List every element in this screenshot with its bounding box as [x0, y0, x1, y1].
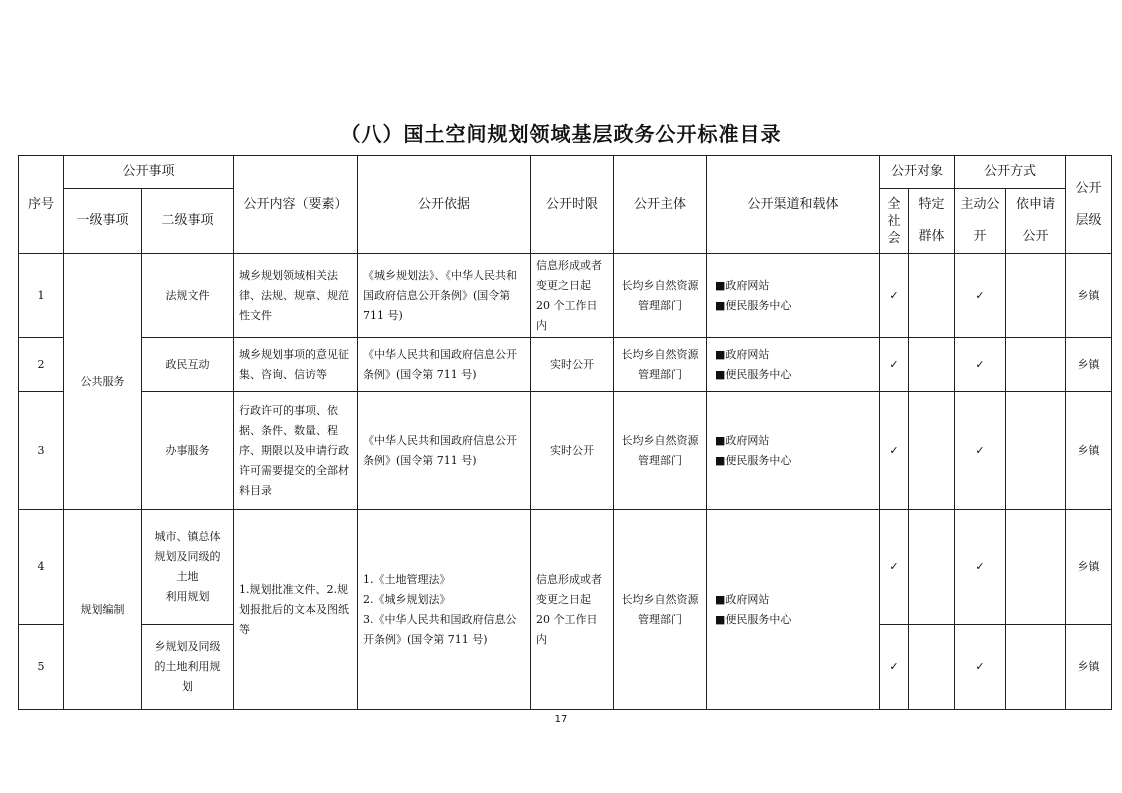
planning-basis — [358, 510, 531, 710]
check-mark-icon: ✓ — [880, 338, 909, 392]
empty-cell — [909, 254, 955, 338]
check-mark-icon: ✓ — [955, 510, 1006, 625]
row-basis: 《城乡规划法》、《中华人民共和国政府信息公开条例》(国令第 711 号) — [358, 254, 531, 338]
header-target-all: 全社会 — [880, 189, 909, 254]
level2-line: 规划及同级的 — [154, 550, 221, 563]
table-row — [19, 254, 1112, 338]
empty-cell — [909, 625, 955, 710]
basis-line: 3.《中华人民共和国政府信息公开条例》(国令第 711 号) — [363, 612, 517, 646]
header-target-specific: 特定群体 — [909, 189, 955, 254]
header-subject: 公开主体 — [614, 156, 707, 254]
check-mark-icon: ✓ — [955, 392, 1006, 510]
level2-line: 划 — [182, 680, 193, 693]
header-items: 公开事项 — [64, 156, 234, 189]
level2-line: 城市、镇总体 — [154, 530, 221, 543]
header-method-request: 依申请公开 — [1006, 189, 1066, 254]
empty-cell — [909, 338, 955, 392]
header-level: 公开层级 — [1066, 156, 1112, 254]
check-mark-icon: ✓ — [880, 392, 909, 510]
table-row — [19, 510, 1112, 625]
page-title: （八）国土空间规划领域基层政务公开标准目录 — [340, 122, 782, 146]
channel-item: ■便民服务中心 — [715, 453, 792, 467]
header-method-active: 主动公开 — [955, 189, 1006, 254]
row-level: 乡镇 — [1066, 338, 1112, 392]
header-time-limit: 公开时限 — [531, 156, 614, 254]
group-public-service: 公共服务 — [64, 254, 142, 510]
channel-item: ■便民服务中心 — [715, 367, 792, 381]
row-channel — [707, 254, 880, 338]
row-level: 乡镇 — [1066, 392, 1112, 510]
row-subject: 长均乡自然资源管理部门 — [614, 254, 707, 338]
check-mark-icon: ✓ — [955, 254, 1006, 338]
header-level1: 一级事项 — [64, 189, 142, 254]
check-mark-icon: ✓ — [880, 254, 909, 338]
row-time-limit: 实时公开 — [531, 338, 614, 392]
planning-time-limit: 信息形成或者变更之日起 20 个工作日内 — [531, 510, 614, 710]
check-mark-icon: ✓ — [880, 510, 909, 625]
empty-cell — [1006, 625, 1066, 710]
row-basis: 《中华人民共和国政府信息公开条例》(国令第 711 号) — [358, 392, 531, 510]
empty-cell — [1006, 510, 1066, 625]
row-level2: 政民互动 — [142, 338, 234, 392]
row-time-limit: 实时公开 — [531, 392, 614, 510]
header-content: 公开内容（要素） — [234, 156, 358, 254]
row-seq: 3 — [19, 392, 64, 510]
row-content: 城乡规划领域相关法律、法规、规章、规范性文件 — [234, 254, 358, 338]
channel-item: ■便民服务中心 — [715, 612, 792, 626]
row-subject: 长均乡自然资源管理部门 — [614, 392, 707, 510]
basis-line: 2.《城乡规划法》 — [363, 592, 451, 606]
row-seq: 2 — [19, 338, 64, 392]
row-level2: 法规文件 — [142, 254, 234, 338]
basis-line: 1.《土地管理法》 — [363, 572, 451, 586]
header-row-1 — [19, 156, 1112, 189]
table-row — [19, 392, 1112, 510]
row-content: 城乡规划事项的意见征集、咨询、信访等 — [234, 338, 358, 392]
row-content: 行政许可的事项、依据、条件、数量、程序、期限以及申请行政许可需要提交的全部材料目录 — [234, 392, 358, 510]
header-method: 公开方式 — [955, 156, 1066, 189]
row-seq: 4 — [19, 510, 64, 625]
empty-cell — [1006, 254, 1066, 338]
header-seq: 序号 — [19, 156, 64, 254]
row-subject: 长均乡自然资源管理部门 — [614, 338, 707, 392]
channel-item: ■政府网站 — [715, 278, 770, 292]
row-level: 乡镇 — [1066, 625, 1112, 710]
check-mark-icon: ✓ — [955, 625, 1006, 710]
planning-channel — [707, 510, 880, 710]
level2-line: 的土地利用规 — [154, 660, 221, 673]
planning-content: 1.规划批准文件、2.规划报批后的文本及图纸等 — [234, 510, 358, 710]
level2-line: 土地 — [176, 570, 199, 583]
catalog-table — [18, 155, 1112, 710]
row-basis: 《中华人民共和国政府信息公开条例》(国令第 711 号) — [358, 338, 531, 392]
row-level: 乡镇 — [1066, 510, 1112, 625]
row-seq: 1 — [19, 254, 64, 338]
empty-cell — [1006, 392, 1066, 510]
empty-cell — [1006, 338, 1066, 392]
row-channel — [707, 338, 880, 392]
check-mark-icon: ✓ — [955, 338, 1006, 392]
header-level2: 二级事项 — [142, 189, 234, 254]
row-seq: 5 — [19, 625, 64, 710]
level2-line: 乡规划及同级 — [154, 640, 221, 653]
page-number: 17 — [554, 714, 568, 725]
empty-cell — [909, 392, 955, 510]
planning-subject: 长均乡自然资源管理部门 — [614, 510, 707, 710]
table-row — [19, 338, 1112, 392]
header-channel: 公开渠道和载体 — [707, 156, 880, 254]
header-target: 公开对象 — [880, 156, 955, 189]
channel-item: ■政府网站 — [715, 433, 770, 447]
channel-item: ■便民服务中心 — [715, 298, 792, 312]
row-level: 乡镇 — [1066, 254, 1112, 338]
channel-item: ■政府网站 — [715, 347, 770, 361]
header-basis: 公开依据 — [358, 156, 531, 254]
row-level2 — [142, 510, 234, 625]
group-planning: 规划编制 — [64, 510, 142, 710]
row-level2: 办事服务 — [142, 392, 234, 510]
row-time-limit: 信息形成或者变更之日起 20 个工作日内 — [531, 254, 614, 338]
channel-item: ■政府网站 — [715, 592, 770, 606]
level2-line: 利用规划 — [165, 590, 210, 603]
row-level2 — [142, 625, 234, 710]
check-mark-icon: ✓ — [880, 625, 909, 710]
row-channel — [707, 392, 880, 510]
empty-cell — [909, 510, 955, 625]
